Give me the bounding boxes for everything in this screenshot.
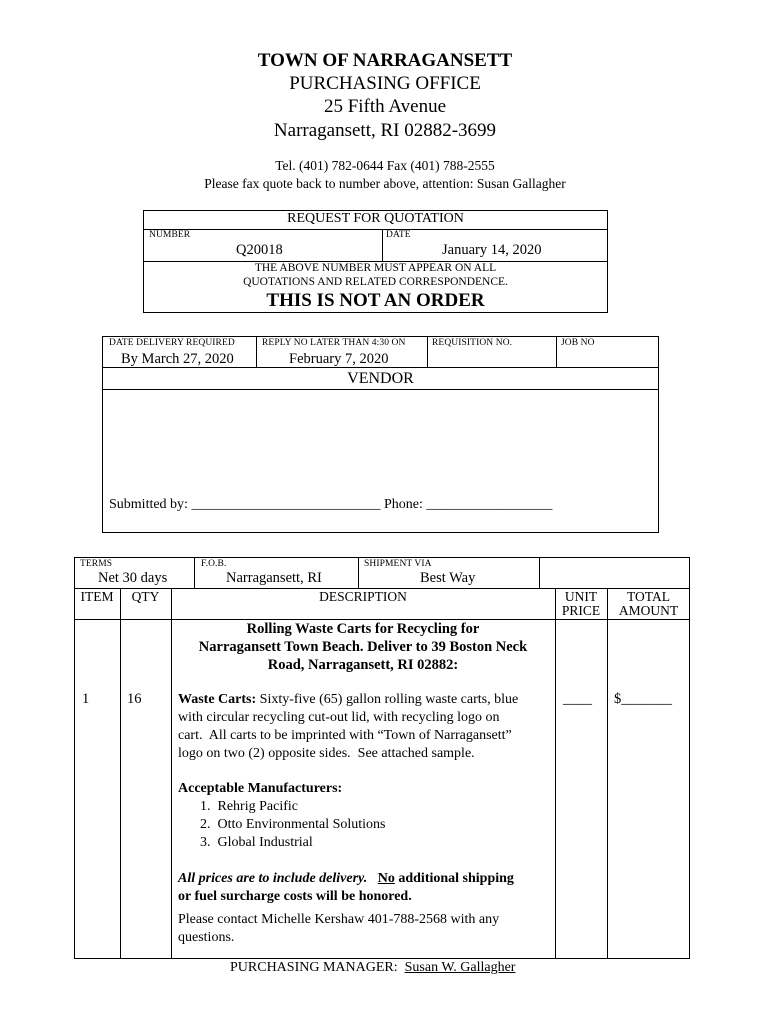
desc-line-2: with circular recycling cut-out lid, with recycling logo on — [178, 710, 500, 725]
manager-label: PURCHASING MANAGER: — [230, 960, 398, 975]
terms-value: Net 30 days — [98, 570, 168, 586]
col-total-2: AMOUNT — [618, 603, 679, 618]
manufacturers-title: Acceptable Manufacturers: — [178, 781, 343, 796]
rfq-number: Q20018 — [236, 242, 283, 258]
col-unit-price-1: UNIT — [564, 589, 598, 604]
notice-line-2: QUOTATIONS AND RELATED CORRESPONDENCE. — [243, 276, 508, 288]
contact-line-1: Please contact Michelle Kershaw 401-788-2568 with any — [178, 912, 500, 927]
requisition-label: REQUISITION NO. — [432, 338, 513, 348]
shipment-value: Best Way — [420, 570, 476, 586]
desc-bold: Waste Carts: — [178, 692, 257, 707]
shipment-label: SHIPMENT VIA — [364, 559, 432, 569]
terms-label: TERMS — [80, 559, 113, 569]
delivery-required-value: By March 27, 2020 — [121, 351, 234, 367]
notice-line-1: THE ABOVE NUMBER MUST APPEAR ON ALL — [254, 262, 497, 274]
rfq-date: January 14, 2020 — [442, 242, 542, 258]
prices-note-line-1 — [178, 870, 514, 888]
reply-label: REPLY NO LATER THAN 4:30 ON — [262, 338, 406, 348]
street-address: 25 Fifth Avenue — [323, 96, 447, 117]
prices-italic: All prices are to include delivery. — [178, 871, 368, 886]
col-item: ITEM — [80, 589, 114, 604]
town-title: TOWN OF NARRAGANSETT — [257, 50, 513, 71]
reply-value: February 7, 2020 — [289, 351, 389, 367]
total-amount-blank[interactable]: $_______ — [614, 691, 672, 707]
contact-line-2: questions. — [178, 930, 235, 945]
number-label: NUMBER — [149, 230, 191, 240]
col-description: DESCRIPTION — [319, 589, 407, 604]
rfq-title: REQUEST FOR QUOTATION — [287, 211, 464, 226]
fax-note: Please fax quote back to number above, attention: Susan Gallagher — [204, 176, 566, 191]
line-heading-3: Road, Narragansett, RI 02882: — [267, 657, 459, 673]
phone-fax: Tel. (401) 782-0644 Fax (401) 788-2555 — [275, 158, 495, 173]
manufacturer-2: 2. Otto Environmental Solutions — [200, 817, 386, 832]
manager-name: Susan W. Gallagher — [404, 960, 516, 975]
manufacturer-3: 3. Global Industrial — [200, 835, 313, 850]
city-address: Narragansett, RI 02882-3699 — [273, 120, 497, 141]
col-unit-price-2: PRICE — [561, 603, 601, 618]
col-qty: QTY — [131, 589, 160, 604]
item-qty: 16 — [127, 691, 142, 707]
fob-label: F.O.B. — [201, 559, 227, 569]
fob-value: Narragansett, RI — [226, 570, 322, 586]
office-name: PURCHASING OFFICE — [289, 73, 481, 94]
prices-rest: additional shipping — [394, 871, 514, 886]
not-an-order: THIS IS NOT AN ORDER — [266, 290, 485, 311]
item-number: 1 — [82, 691, 90, 707]
col-total-1: TOTAL — [627, 589, 670, 604]
line-heading-2: Narragansett Town Beach. Deliver to 39 Boston Neck — [198, 639, 528, 655]
delivery-required-label: DATE DELIVERY REQUIRED — [109, 338, 235, 348]
line-heading-1: Rolling Waste Carts for Recycling for — [246, 621, 480, 637]
prices-no: No — [377, 871, 395, 886]
unit-price-blank[interactable]: ____ — [563, 691, 592, 707]
date-label: DATE — [386, 230, 411, 240]
job-label: JOB NO — [561, 338, 595, 348]
prices-note-line-2: or fuel surcharge costs will be honored. — [178, 889, 412, 904]
vendor-title: VENDOR — [347, 370, 414, 387]
purchasing-manager — [230, 960, 515, 976]
desc-line-1 — [178, 691, 518, 709]
desc-line-3: cart. All carts to be imprinted with “Town of Narragansett” — [178, 728, 512, 743]
desc-text-1: Sixty-five (65) gallon rolling waste carts, blue — [256, 692, 519, 707]
submitted-by-line[interactable]: Submitted by: ___________________________ Phone: __________________ — [109, 497, 553, 512]
desc-line-4: logo on two (2) opposite sides. See attached sample. — [178, 746, 475, 761]
manufacturer-1: 1. Rehrig Pacific — [200, 799, 298, 814]
